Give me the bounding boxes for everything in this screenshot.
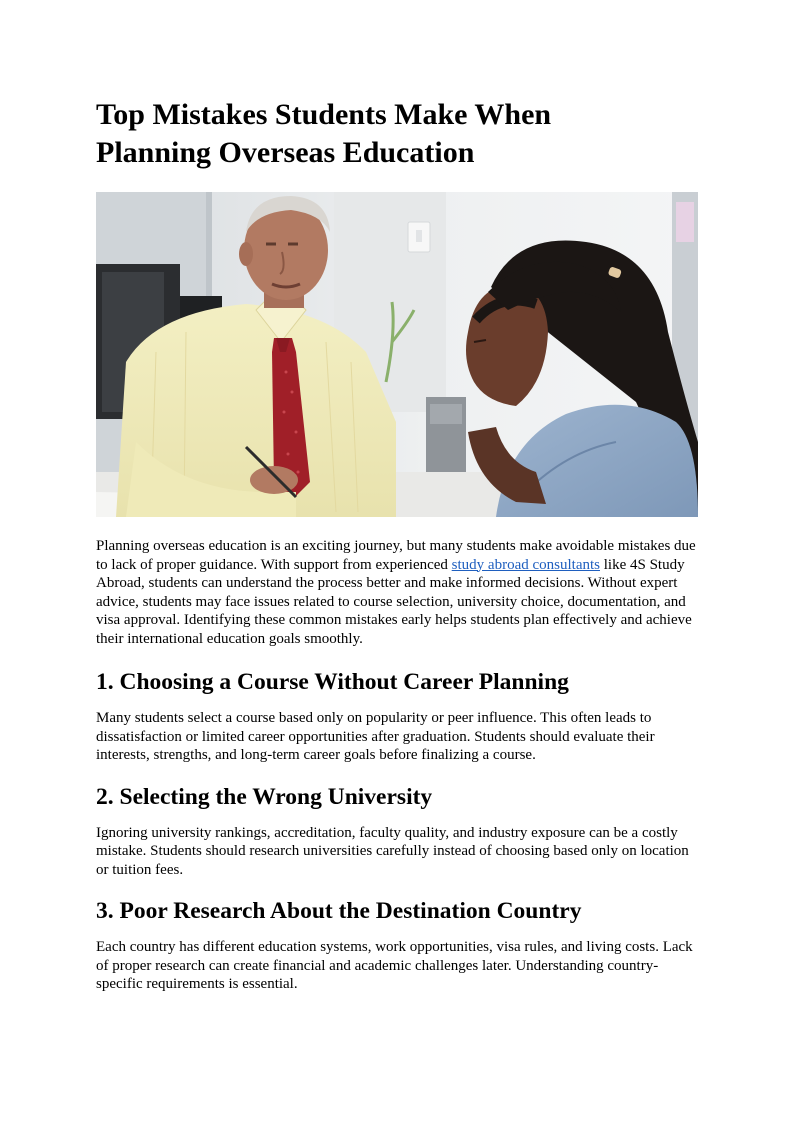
title-line-1: Top Mistakes Students Make When xyxy=(96,98,552,131)
section-2 xyxy=(96,783,698,880)
section-heading: 1. Choosing a Course Without Career Planning xyxy=(96,669,569,695)
hero-image xyxy=(96,192,698,517)
section-body: Each country has different education systems, work opportunities, visa rules, and living costs. Lack of proper research can create financial and academic challenges later. Understanding country-specific requirements is essential. xyxy=(96,939,693,992)
title-line-2: Planning Overseas Education xyxy=(96,136,475,169)
intro-paragraph xyxy=(96,537,698,648)
section-body: Many students select a course based only on popularity or peer influence. This often leads to dissatisfaction or limited career opportunities after graduation. Students should evaluate their interests, strengths, and long-term career goals before finalizing a course. xyxy=(96,710,655,763)
section-heading: 2. Selecting the Wrong University xyxy=(96,783,433,810)
section-1 xyxy=(96,668,698,765)
article-title xyxy=(96,96,698,172)
counselor-student-illustration xyxy=(96,192,698,517)
section-3 xyxy=(96,897,698,994)
section-heading: 3. Poor Research About the Destination Country xyxy=(96,898,582,924)
study-abroad-consultants-link[interactable]: study abroad consultants xyxy=(451,556,600,573)
intro-text-before-link: Planning overseas education is an exciting journey, but many students make avoidable mistakes due to lack of proper guidance. With support from experienced xyxy=(96,538,696,573)
section-body: Ignoring university rankings, accreditation, faculty quality, and industry exposure can be a costly mistake. Students should research universities carefully instead of choosing based only on location or tuition fees. xyxy=(96,824,689,878)
article xyxy=(96,96,698,994)
intro-text-after-link: like 4S Study Abroad, students can understand the process better and make informed decisions. Without expert advice, students may face issues related to course selection, university choice, documentation, and visa approval. Identifying these common mistakes early helps students plan effectively and achieve their international education goals smoothly. xyxy=(96,556,692,647)
